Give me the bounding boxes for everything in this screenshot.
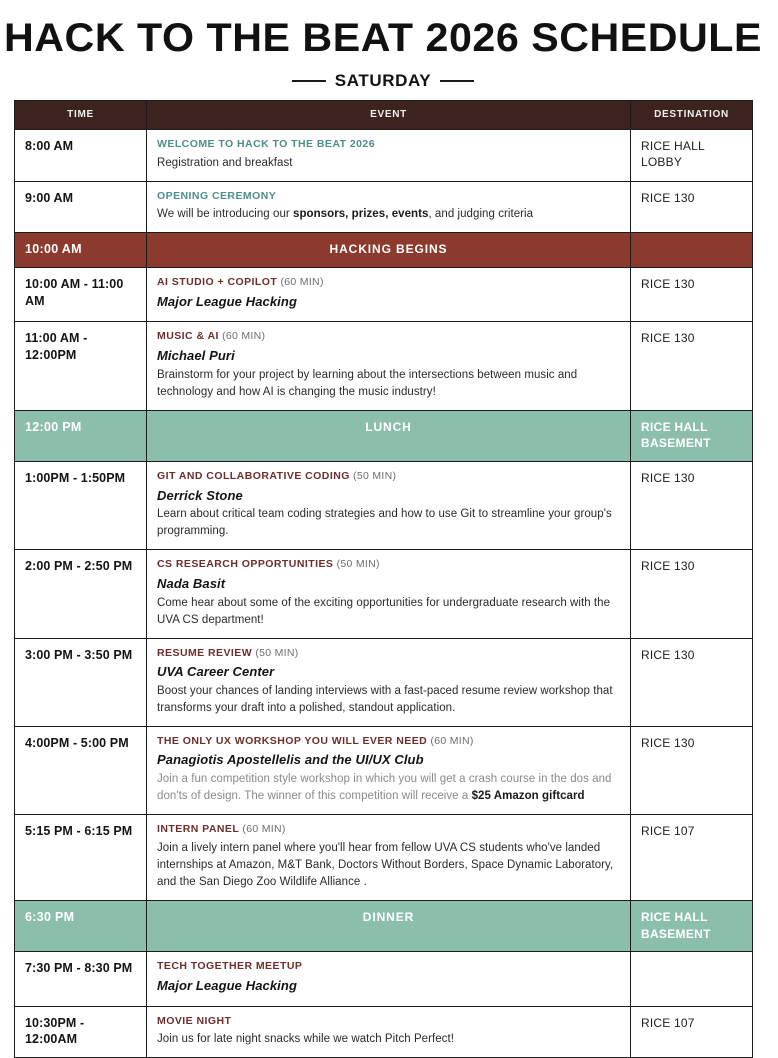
event-description: Brainstorm for your project by learning about the intersections between music and technology and how AI is changing the music industry! (157, 368, 578, 398)
table-row (15, 726, 753, 814)
event-cell (147, 952, 631, 1006)
schedule-table-wrapper (14, 100, 752, 1058)
event-duration: (50 MIN) (333, 558, 380, 571)
banner-time: 10:00 AM (15, 233, 147, 268)
event-title-text: INTERN PANEL (157, 823, 240, 836)
column-header-event: EVENT (147, 101, 631, 130)
description-part-end: , and judging criteria (428, 208, 534, 221)
event-destination (631, 952, 753, 1006)
event-title (157, 960, 620, 974)
event-cell (147, 322, 631, 410)
event-title-text: AI STUDIO + COPILOT (157, 276, 278, 289)
column-header-time: TIME (15, 101, 147, 130)
event-destination: RICE 107 (631, 1006, 753, 1058)
schedule-page (0, 16, 766, 1047)
event-destination: RICE 130 (631, 268, 753, 322)
event-destination: RICE 130 (631, 550, 753, 638)
event-time: 10:30PM - 12:00AM (15, 1006, 147, 1058)
banner-time: 12:00 PM (15, 410, 147, 462)
day-label: SATURDAY (334, 71, 432, 90)
event-time: 5:15 PM - 6:15 PM (15, 815, 147, 901)
event-title-text: MUSIC & AI (157, 330, 219, 343)
event-destination: RICE 130 (631, 462, 753, 550)
table-row (15, 268, 753, 322)
table-row (15, 550, 753, 638)
event-destination: RICE 130 (631, 181, 753, 233)
event-cell (147, 815, 631, 901)
event-title (157, 1015, 620, 1029)
table-header (15, 101, 753, 130)
event-title (157, 276, 620, 290)
event-duration: (60 MIN) (427, 734, 474, 747)
event-description: Registration and breakfast (157, 156, 293, 169)
event-time: 1:00PM - 1:50PM (15, 462, 147, 550)
table-row (15, 462, 753, 550)
event-speaker: Michael Puri (157, 348, 235, 364)
table-row (15, 1006, 753, 1058)
event-cell (147, 268, 631, 322)
event-duration: (50 MIN) (349, 470, 397, 483)
event-cell (147, 726, 631, 814)
event-destination: RICE 130 (631, 726, 753, 814)
event-description (157, 771, 620, 805)
table-row-banner (15, 410, 753, 462)
event-description: Join a lively intern panel where you'll hear from fellow UVA CS students who've landed internships at Amazon, M&T Bank, Doctors Without Borders, Space Dynamic Laboratory, and the San Diego Zoo Wildlife Alliance . (157, 841, 614, 888)
table-row (15, 130, 753, 182)
description-emphasis: $25 Amazon giftcard (471, 790, 585, 803)
table-row-banner (15, 900, 753, 952)
event-cell (147, 181, 631, 233)
table-body (15, 130, 753, 1058)
event-cell (147, 638, 631, 726)
event-title (157, 190, 620, 204)
event-cell (147, 550, 631, 638)
table-header-row (15, 101, 753, 130)
event-speaker: Major League Hacking (157, 977, 297, 993)
event-time: 10:00 AM - 11:00 AM (15, 268, 147, 322)
event-title (157, 647, 620, 661)
event-cell (147, 1006, 631, 1058)
event-description: Join us for late night snacks while we watch Pitch Perfect! (157, 1033, 454, 1046)
event-destination: RICE 107 (631, 815, 753, 901)
event-duration: (60 MIN) (277, 276, 324, 289)
event-title-text: WELCOME TO HACK TO THE BEAT 2026 (157, 138, 376, 150)
event-title-text: GIT AND COLLABORATIVE CODING (157, 470, 350, 483)
table-row (15, 952, 753, 1006)
event-time: 3:00 PM - 3:50 PM (15, 638, 147, 726)
event-destination: RICE 130 (631, 638, 753, 726)
event-speaker: Major League Hacking (157, 293, 297, 309)
event-duration: (60 MIN) (218, 330, 266, 343)
column-header-destination: DESTINATION (631, 101, 753, 130)
event-time: 11:00 AM - 12:00PM (15, 322, 147, 410)
event-speaker: Nada Basit (157, 576, 226, 592)
event-description: Come hear about some of the exciting opportunities for undergraduate research with the UVA CS department! (157, 596, 611, 626)
event-title (157, 330, 620, 344)
description-emphasis: sponsors, prizes, events (293, 208, 429, 221)
banner-label: DINNER (147, 900, 631, 952)
event-time: 9:00 AM (15, 181, 147, 233)
day-rule-right (440, 80, 474, 82)
day-rule-left (292, 80, 326, 82)
event-cell (147, 462, 631, 550)
banner-destination: RICE HALL BASEMENT (631, 900, 753, 952)
event-cell (147, 130, 631, 182)
day-subheader (0, 71, 766, 91)
event-speaker: UVA Career Center (157, 664, 275, 680)
event-title (157, 138, 620, 152)
event-title-text: TECH TOGETHER MEETUP (157, 960, 303, 973)
event-title-text: THE ONLY UX WORKSHOP YOU WILL EVER NEED (157, 734, 428, 747)
banner-destination: RICE HALL BASEMENT (631, 410, 753, 462)
event-title (157, 558, 620, 572)
event-destination: RICE 130 (631, 322, 753, 410)
table-row (15, 322, 753, 410)
banner-destination (631, 233, 753, 268)
event-speaker: Panagiotis Apostellelis and the UI/UX Club (157, 752, 424, 768)
event-duration: (50 MIN) (252, 646, 299, 659)
event-time: 2:00 PM - 2:50 PM (15, 550, 147, 638)
event-time: 4:00PM - 5:00 PM (15, 726, 147, 814)
event-description (157, 206, 620, 223)
event-title-text: RESUME REVIEW (157, 646, 253, 659)
event-description: Boost your chances of landing interviews with a fast-paced resume review workshop that transforms your draft into a polished, standout application. (157, 684, 613, 714)
banner-label: HACKING BEGINS (147, 233, 631, 268)
description-part: Join a fun competition style workshop in which you will get a crash course in the dos and don'ts of design. The winner of this competition will receive a (157, 773, 612, 803)
event-destination: RICE HALL LOBBY (631, 130, 753, 182)
table-row (15, 815, 753, 901)
table-row (15, 181, 753, 233)
event-time: 8:00 AM (15, 130, 147, 182)
event-title-text: MOVIE NIGHT (157, 1014, 232, 1027)
event-duration: (60 MIN) (239, 823, 286, 836)
banner-time: 6:30 PM (15, 900, 147, 952)
description-part: We will be introducing our (157, 208, 294, 221)
event-title-text: OPENING CEREMONY (157, 189, 277, 202)
page-title: HACK TO THE BEAT 2026 SCHEDULE (4, 16, 762, 60)
table-row (15, 638, 753, 726)
schedule-table (14, 100, 753, 1058)
event-title (157, 470, 620, 484)
event-title-text: CS RESEARCH OPPORTUNITIES (157, 558, 334, 571)
event-title (157, 823, 620, 837)
event-title (157, 735, 620, 749)
table-row-banner (15, 233, 753, 268)
banner-label: LUNCH (147, 410, 631, 462)
event-speaker: Derrick Stone (157, 487, 243, 503)
event-time: 7:30 PM - 8:30 PM (15, 952, 147, 1006)
event-description: Learn about critical team coding strategies and how to use Git to streamline your group's programming. (157, 508, 612, 538)
